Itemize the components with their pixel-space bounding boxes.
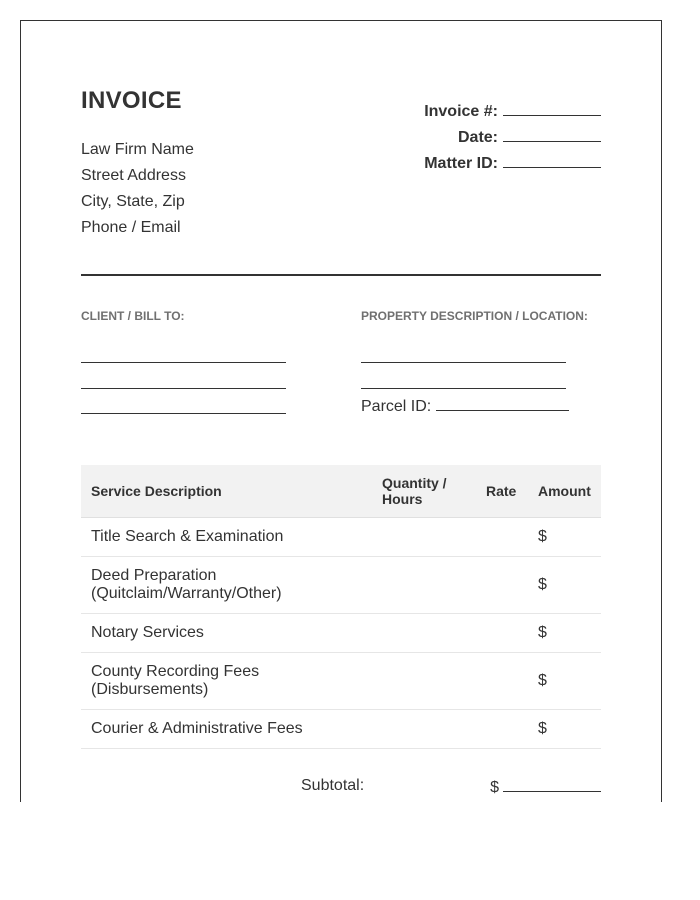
client-section-label: CLIENT / BILL TO: <box>81 309 185 323</box>
quantity-cell[interactable] <box>372 518 470 557</box>
invoice-meta-block <box>424 99 601 177</box>
quantity-cell[interactable] <box>372 614 470 653</box>
service-description: Notary Services <box>91 624 204 641</box>
header-quantity-line2: Hours <box>382 491 423 507</box>
invoice-number-label: Invoice #: <box>424 103 498 120</box>
invoice-number-field[interactable] <box>503 101 601 116</box>
subtotal-label: Subtotal: <box>301 777 365 794</box>
service-description-cell <box>81 557 372 614</box>
property-line-1[interactable] <box>361 362 566 363</box>
rate-cell[interactable] <box>470 653 538 710</box>
matter-id-label: Matter ID: <box>424 155 498 172</box>
service-description: Courier & Administrative Fees <box>91 720 303 737</box>
quantity-cell[interactable] <box>372 653 470 710</box>
table-row <box>81 557 601 614</box>
header-amount: Amount <box>538 465 601 518</box>
table-row <box>81 518 601 557</box>
table-header-row <box>81 465 601 518</box>
service-description: Deed Preparation <box>91 567 217 584</box>
client-line-1[interactable] <box>81 362 286 363</box>
firm-city-state-zip: City, State, Zip <box>81 193 185 210</box>
service-description-cell <box>81 710 372 749</box>
firm-address-block <box>81 137 194 241</box>
firm-contact: Phone / Email <box>81 219 181 236</box>
amount-cell[interactable]: $ <box>538 614 601 653</box>
service-description-cell <box>81 614 372 653</box>
rate-cell[interactable] <box>470 557 538 614</box>
firm-street: Street Address <box>81 167 186 184</box>
service-description-detail: (Quitclaim/Warranty/Other) <box>91 585 282 602</box>
parcel-id-label: Parcel ID: <box>361 398 432 415</box>
firm-name: Law Firm Name <box>81 141 194 158</box>
invoice-date-field[interactable] <box>503 127 601 142</box>
header-quantity-line1: Quantity / <box>382 475 447 491</box>
header-divider <box>81 274 601 276</box>
service-description-cell <box>81 518 372 557</box>
invoice-date-row <box>424 125 601 151</box>
services-table <box>81 465 601 749</box>
amount-cell[interactable]: $ <box>538 653 601 710</box>
property-line-2[interactable] <box>361 388 566 389</box>
client-line-2[interactable] <box>81 388 286 389</box>
table-row <box>81 614 601 653</box>
table-row <box>81 710 601 749</box>
service-description-cell <box>81 653 372 710</box>
quantity-cell[interactable] <box>372 710 470 749</box>
matter-id-field[interactable] <box>503 153 601 168</box>
table-row <box>81 653 601 710</box>
subtotal-value-row <box>490 777 601 797</box>
header-rate: Rate <box>470 465 538 518</box>
parcel-id-row <box>361 396 569 416</box>
rate-cell[interactable] <box>470 614 538 653</box>
invoice-number-row <box>424 99 601 125</box>
header-service-description: Service Description <box>81 465 372 518</box>
parcel-id-field[interactable] <box>436 396 569 411</box>
service-description: Title Search & Examination <box>91 528 284 545</box>
subtotal-field[interactable] <box>503 777 601 792</box>
property-section-label: PROPERTY DESCRIPTION / LOCATION: <box>361 309 588 323</box>
subtotal-currency: $ <box>490 779 499 796</box>
rate-cell[interactable] <box>470 518 538 557</box>
rate-cell[interactable] <box>470 710 538 749</box>
header-quantity-hours <box>372 465 470 518</box>
service-description-detail: (Disbursements) <box>91 681 209 698</box>
invoice-title: INVOICE <box>81 87 182 114</box>
client-line-3[interactable] <box>81 413 286 414</box>
invoice-page <box>20 20 662 802</box>
amount-cell[interactable]: $ <box>538 518 601 557</box>
amount-cell[interactable]: $ <box>538 710 601 749</box>
amount-cell[interactable]: $ <box>538 557 601 614</box>
matter-id-row <box>424 151 601 177</box>
service-description: County Recording Fees <box>91 663 260 680</box>
quantity-cell[interactable] <box>372 557 470 614</box>
invoice-date-label: Date: <box>457 129 498 146</box>
